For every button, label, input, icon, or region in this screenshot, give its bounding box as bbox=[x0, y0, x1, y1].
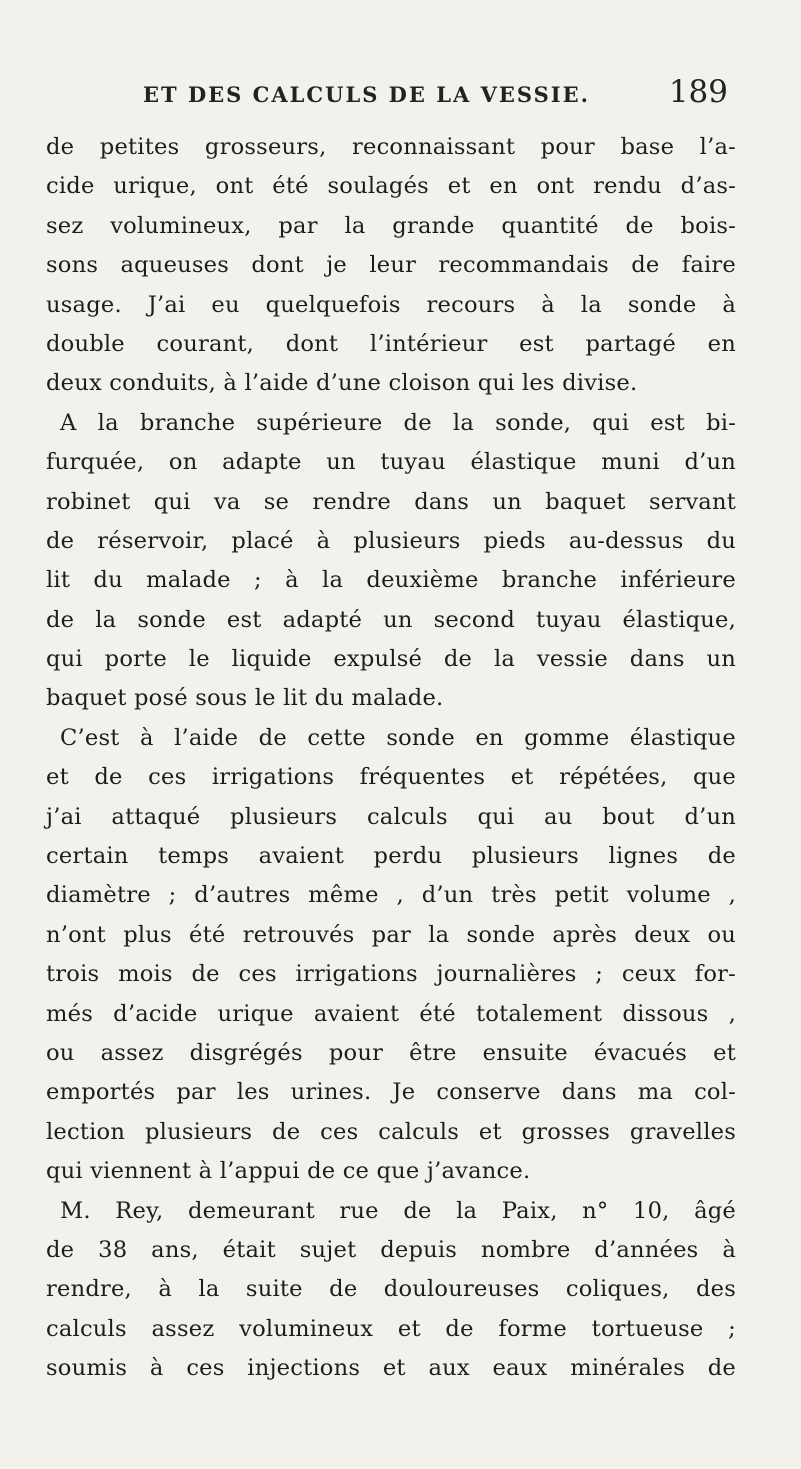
page-number: 189 bbox=[668, 74, 728, 110]
text-line: furquée, on adapte un tuyau élastique muni d’un bbox=[46, 449, 736, 476]
text-line: trois mois de ces irrigations journalières ; ceux for- bbox=[46, 961, 736, 988]
text-line: double courant, dont l’intérieur est partagé en bbox=[46, 330, 736, 357]
text-line: de réservoir, placé à plusieurs pieds au-dessus du bbox=[46, 527, 736, 554]
text-line: diamètre ; d’autres même , d’un très petit volume , bbox=[46, 882, 736, 909]
text-line: qui porte le liquide expulsé de la vessie dans un bbox=[46, 646, 736, 673]
text-line: robinet qui va se rendre dans un baquet servant bbox=[46, 488, 736, 515]
text-line: de la sonde est adapté un second tuyau élastique, bbox=[46, 606, 736, 633]
running-title: ET DES CALCULS DE LA VESSIE. bbox=[143, 82, 590, 107]
body-text bbox=[46, 128, 736, 1389]
text-line: C’est à l’aide de cette sonde en gomme élastique bbox=[60, 724, 736, 751]
text-line: usage. J’ai eu quelquefois recours à la sonde à bbox=[46, 291, 736, 318]
text-line: sons aqueuses dont je leur recommandais de faire bbox=[46, 252, 736, 279]
text-line: de 38 ans, était sujet depuis nombre d’années à bbox=[46, 1236, 736, 1263]
text-line: M. Rey, demeurant rue de la Paix, n° 10, âgé bbox=[60, 1197, 736, 1224]
text-line: certain temps avaient perdu plusieurs lignes de bbox=[46, 843, 736, 870]
text-line: n’ont plus été retrouvés par la sonde après deux ou bbox=[46, 921, 736, 948]
text-line: qui viennent à l’appui de ce que j’avance. bbox=[46, 1158, 531, 1185]
text-line: baquet posé sous le lit du malade. bbox=[46, 685, 444, 712]
running-head bbox=[143, 74, 728, 118]
text-line: ou assez disgrégés pour être ensuite évacués et bbox=[46, 1039, 736, 1066]
text-line: deux conduits, à l’aide d’une cloison qui les divise. bbox=[46, 370, 638, 397]
text-line: calculs assez volumineux et de forme tortueuse ; bbox=[46, 1315, 736, 1342]
text-line: emportés par les urines. Je conserve dans ma col- bbox=[46, 1079, 736, 1106]
text-line: j’ai attaqué plusieurs calculs qui au bout d’un bbox=[46, 803, 736, 830]
text-line: sez volumineux, par la grande quantité de bois- bbox=[46, 212, 736, 239]
text-line: de petites grosseurs, reconnaissant pour base l’a- bbox=[46, 134, 736, 160]
text-line: soumis à ces injections et aux eaux minérales de bbox=[46, 1355, 736, 1382]
text-line: A la branche supérieure de la sonde, qui est bi- bbox=[60, 409, 736, 436]
text-line: lection plusieurs de ces calculs et grosses gravelles bbox=[46, 1118, 736, 1145]
text-line: lit du malade ; à la deuxième branche inférieure bbox=[46, 567, 736, 594]
text-line: et de ces irrigations fréquentes et répétées, que bbox=[46, 764, 736, 791]
text-line: rendre, à la suite de douloureuses coliques, des bbox=[46, 1276, 736, 1303]
text-line: cide urique, ont été soulagés et en ont rendu d’as- bbox=[46, 173, 736, 200]
text-line: més d’acide urique avaient été totalement dissous , bbox=[46, 1000, 736, 1027]
